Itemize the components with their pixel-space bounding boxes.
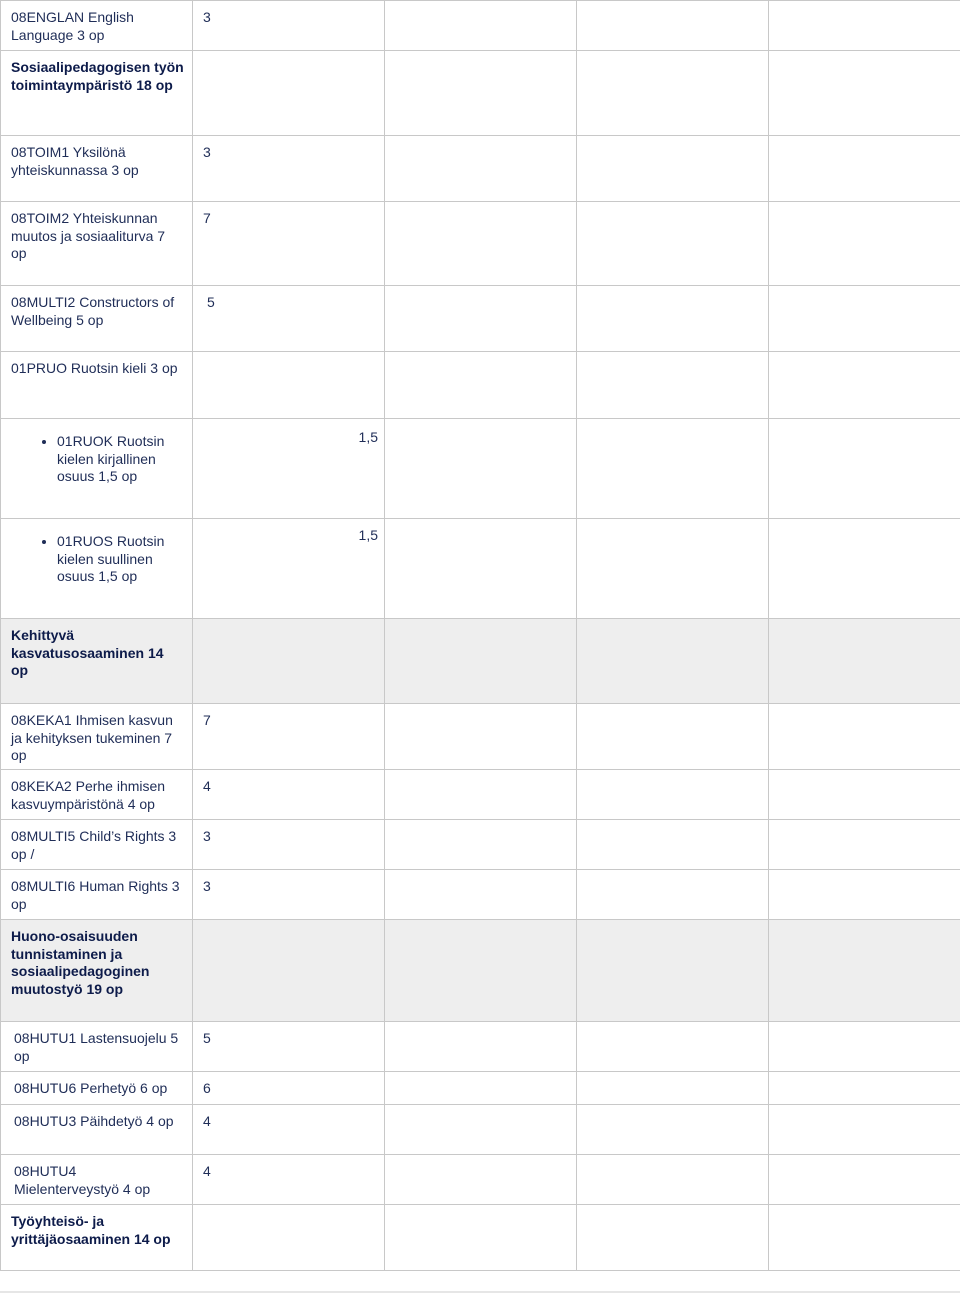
course-name: 08HUTU6 Perhetyö 6 op [1,1072,193,1105]
empty-cell [577,619,769,704]
empty-cell [577,519,769,619]
credit-value: 5 [193,1022,385,1072]
empty-cell [385,51,577,136]
empty-cell [769,1155,960,1205]
empty-cell [769,920,960,1022]
empty-cell [769,1205,960,1271]
empty-cell [769,1072,960,1105]
credit-value: 4 [193,770,385,820]
empty-cell [577,820,769,870]
empty-cell [769,870,960,920]
empty-cell [769,51,960,136]
table-row [1,136,960,202]
empty-cell [385,770,577,820]
section-heading: Huono-osaisuuden tunnistaminen ja sosiaalipedagoginen muutostyö 19 op [1,920,193,1022]
empty-cell [577,51,769,136]
credit-value: 1,5 [193,419,385,519]
table-row [1,352,960,419]
bullet-cell [1,419,193,519]
empty-cell [577,1205,769,1271]
empty-cell [769,1105,960,1155]
empty-cell [385,619,577,704]
table-row [1,1205,960,1271]
course-name: 08KEKA1 Ihmisen kasvun ja kehityksen tukeminen 7 op [1,704,193,770]
table-row [1,202,960,286]
list-item: • 01RUOK Ruotsin kielen kirjallinen osuus 1,5 op [57,433,192,486]
course-name: 08MULTI2 Constructors of Wellbeing 5 op [1,286,193,352]
empty-cell [577,419,769,519]
course-name: 08MULTI5 Child’s Rights 3 op / [1,820,193,870]
empty-cell [577,1072,769,1105]
table-row [1,870,960,920]
empty-cell [385,202,577,286]
empty-cell [769,1022,960,1072]
empty-cell [769,286,960,352]
empty-cell [769,352,960,419]
credit-value: 4 [193,1155,385,1205]
empty-cell [769,820,960,870]
bullet-cell [1,519,193,619]
credit-value: 3 [193,136,385,202]
empty-cell [577,202,769,286]
section-heading: Sosiaalipedagogisen työn toimintaympäristö 18 op [1,51,193,136]
credit-value: 5 [193,286,385,352]
table-row [1,1105,960,1155]
table-row [1,51,960,136]
course-name: 01PRUO Ruotsin kieli 3 op [1,352,193,419]
credit-value: 1,5 [193,519,385,619]
section-heading: Työyhteisö- ja yrittäjäosaaminen 14 op [1,1205,193,1271]
empty-cell [769,704,960,770]
table-row [1,419,960,519]
empty-cell [577,286,769,352]
empty-cell [385,820,577,870]
table-row [1,920,960,1022]
empty-cell [577,136,769,202]
empty-cell [385,1155,577,1205]
empty-cell [577,870,769,920]
empty-cell [769,419,960,519]
bottom-divider [0,1291,960,1293]
empty-cell [385,1022,577,1072]
empty-cell [193,352,385,419]
credit-value: 3 [193,820,385,870]
credit-value: 7 [193,202,385,286]
empty-cell [385,419,577,519]
course-name: 08HUTU3 Päihdetyö 4 op [1,1105,193,1155]
table-row [1,519,960,619]
course-name: 08HUTU4 Mielenterveystyö 4 op [1,1155,193,1205]
table-row [1,1155,960,1205]
empty-cell [577,1,769,51]
empty-cell [769,1,960,51]
table-row [1,1072,960,1105]
empty-cell [193,1205,385,1271]
empty-cell [577,1105,769,1155]
table-row [1,286,960,352]
empty-cell [385,1205,577,1271]
table-row [1,770,960,820]
empty-cell [385,1105,577,1155]
table-row [1,704,960,770]
table-row [1,619,960,704]
empty-cell [193,619,385,704]
course-name: 08HUTU1 Lastensuojelu 5 op [1,1022,193,1072]
course-name: 08KEKA2 Perhe ihmisen kasvuympäristönä 4 op [1,770,193,820]
empty-cell [385,136,577,202]
table-row [1,820,960,870]
table-row [1,1022,960,1072]
empty-cell [577,770,769,820]
empty-cell [769,202,960,286]
empty-cell [385,352,577,419]
table-row [1,1,960,51]
credit-value: 3 [193,870,385,920]
empty-cell [577,1155,769,1205]
course-name: 08MULTI6 Human Rights 3 op [1,870,193,920]
credit-value: 4 [193,1105,385,1155]
empty-cell [385,704,577,770]
empty-cell [385,1,577,51]
empty-cell [769,619,960,704]
empty-cell [769,770,960,820]
course-name: 08ENGLAN English Language 3 op [1,1,193,51]
empty-cell [577,352,769,419]
empty-cell [385,870,577,920]
credit-value: 6 [193,1072,385,1105]
empty-cell [385,519,577,619]
empty-cell [577,704,769,770]
bullet-list [1,433,192,486]
empty-cell [577,920,769,1022]
empty-cell [769,136,960,202]
credit-value: 3 [193,1,385,51]
empty-cell [769,519,960,619]
course-name: 08TOIM2 Yhteiskunnan muutos ja sosiaaliturva 7 op [1,202,193,286]
credit-value: 7 [193,704,385,770]
empty-cell [193,51,385,136]
list-item: • 01RUOS Ruotsin kielen suullinen osuus 1,5 op [57,533,192,586]
bullet-list [1,533,192,586]
empty-cell [385,286,577,352]
empty-cell [385,920,577,1022]
empty-cell [385,1072,577,1105]
section-heading: Kehittyvä kasvatusosaaminen 14 op [1,619,193,704]
course-name: 08TOIM1 Yksilönä yhteiskunnassa 3 op [1,136,193,202]
empty-cell [193,920,385,1022]
empty-cell [577,1022,769,1072]
